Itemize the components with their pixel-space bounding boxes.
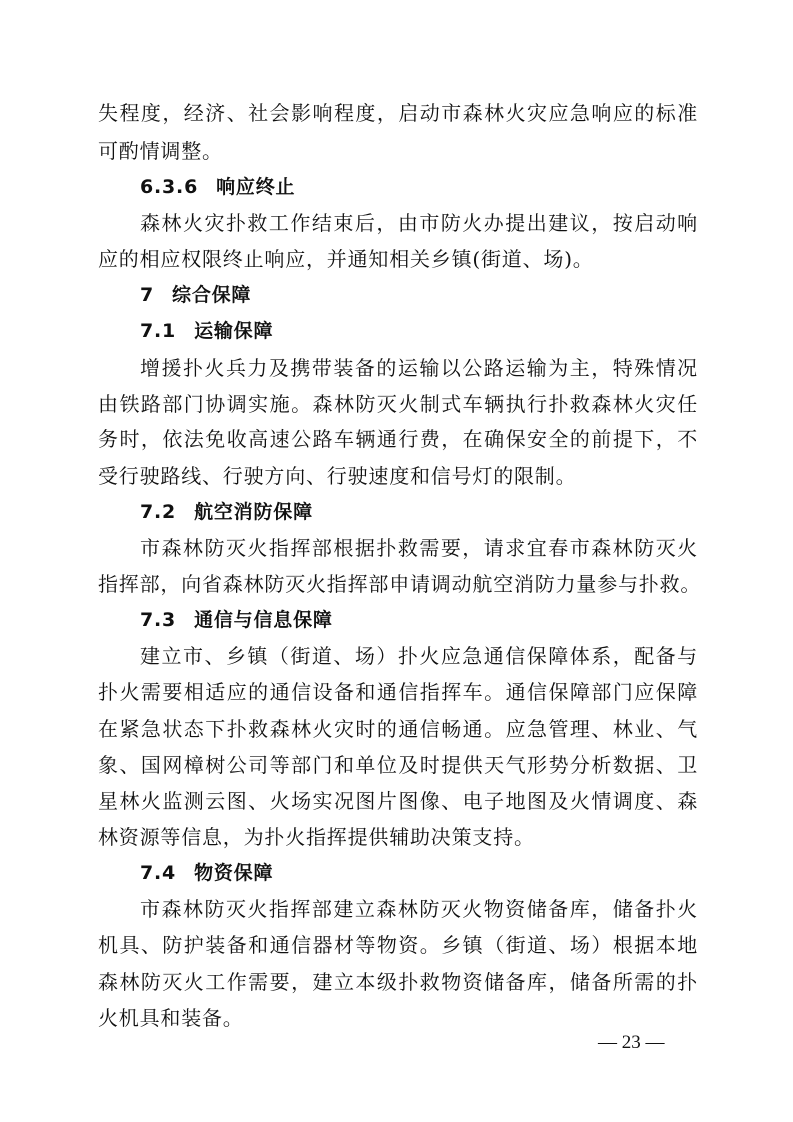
body-text-line: 务时，依法免收高速公路车辆通行费，在确保安全的前提下，不 (98, 427, 698, 451)
section-title: 航空消防保障 (194, 501, 313, 523)
body-text-line: 由铁路部门协调实施。森林防灭火制式车辆执行扑救森林火灾任 (98, 392, 698, 416)
body-text-line: 森林防灭火工作需要，建立本级扑救物资储备库，储备所需的扑 (98, 970, 698, 994)
body-text-line: 机具、防护装备和通信器材等物资。乡镇（街道、场）根据本地 (98, 933, 698, 957)
section-heading-7 (140, 280, 698, 310)
body-text-line: 市森林防灭火指挥部根据扑救需要，请求宜春市森林防灭火 (140, 536, 698, 560)
section-heading-6-3-6 (140, 172, 698, 202)
body-text-line: 指挥部，向省森林防灭火指挥部申请调动航空消防力量参与扑救。 (98, 572, 702, 596)
section-heading-7-1 (140, 316, 698, 346)
page-number: — 23 — (598, 1032, 665, 1053)
section-heading-7-3 (140, 605, 698, 635)
body-text-line: 扑火需要相适应的通信设备和通信指挥车。通信保障部门应保障 (98, 680, 698, 704)
section-number: 7 (140, 284, 155, 306)
body-text-line: 市森林防灭火指挥部建立森林防灭火物资储备库，储备扑火 (140, 897, 698, 921)
body-text-line: 星林火监测云图、火场实况图片图像、电子地图及火情调度、森 (98, 789, 698, 813)
body-text-line: 在紧急状态下扑救森林火灾时的通信畅通。应急管理、林业、气 (98, 717, 698, 741)
section-number: 7.2 (140, 501, 177, 523)
section-title: 通信与信息保障 (194, 609, 333, 631)
section-title: 运输保障 (194, 320, 274, 342)
body-text-line: 失程度，经济、社会影响程度，启动市森林火灾应急响应的标准 (98, 101, 698, 125)
body-text-line: 林资源等信息，为扑火指挥提供辅助决策支持。 (98, 825, 535, 849)
section-title: 综合保障 (172, 284, 252, 306)
section-number: 7.1 (140, 320, 177, 342)
section-title: 物资保障 (194, 862, 274, 884)
section-number: 7.4 (140, 862, 177, 884)
body-text-line: 火机具和装备。 (98, 1006, 244, 1030)
section-number: 6.3.6 (140, 176, 199, 198)
body-text-line: 增援扑火兵力及携带装备的运输以公路运输为主，特殊情况 (140, 356, 698, 380)
body-text-line: 应的相应权限终止响应，并通知相关乡镇(街道、场)。 (98, 247, 594, 271)
body-text-line: 森林火灾扑救工作结束后，由市防火办提出建议，按启动响 (140, 211, 698, 235)
body-text-line: 象、国网樟树公司等部门和单位及时提供天气形势分析数据、卫 (98, 753, 698, 777)
body-text-line: 建立市、乡镇（街道、场）扑火应急通信保障体系，配备与 (140, 644, 698, 668)
section-title: 响应终止 (216, 176, 296, 198)
section-number: 7.3 (140, 609, 177, 631)
body-text-line: 受行驶路线、行驶方向、行驶速度和信号灯的限制。 (98, 464, 577, 488)
section-heading-7-2 (140, 497, 698, 527)
body-text-line: 可酌情调整。 (98, 139, 223, 163)
section-heading-7-4 (140, 858, 698, 888)
